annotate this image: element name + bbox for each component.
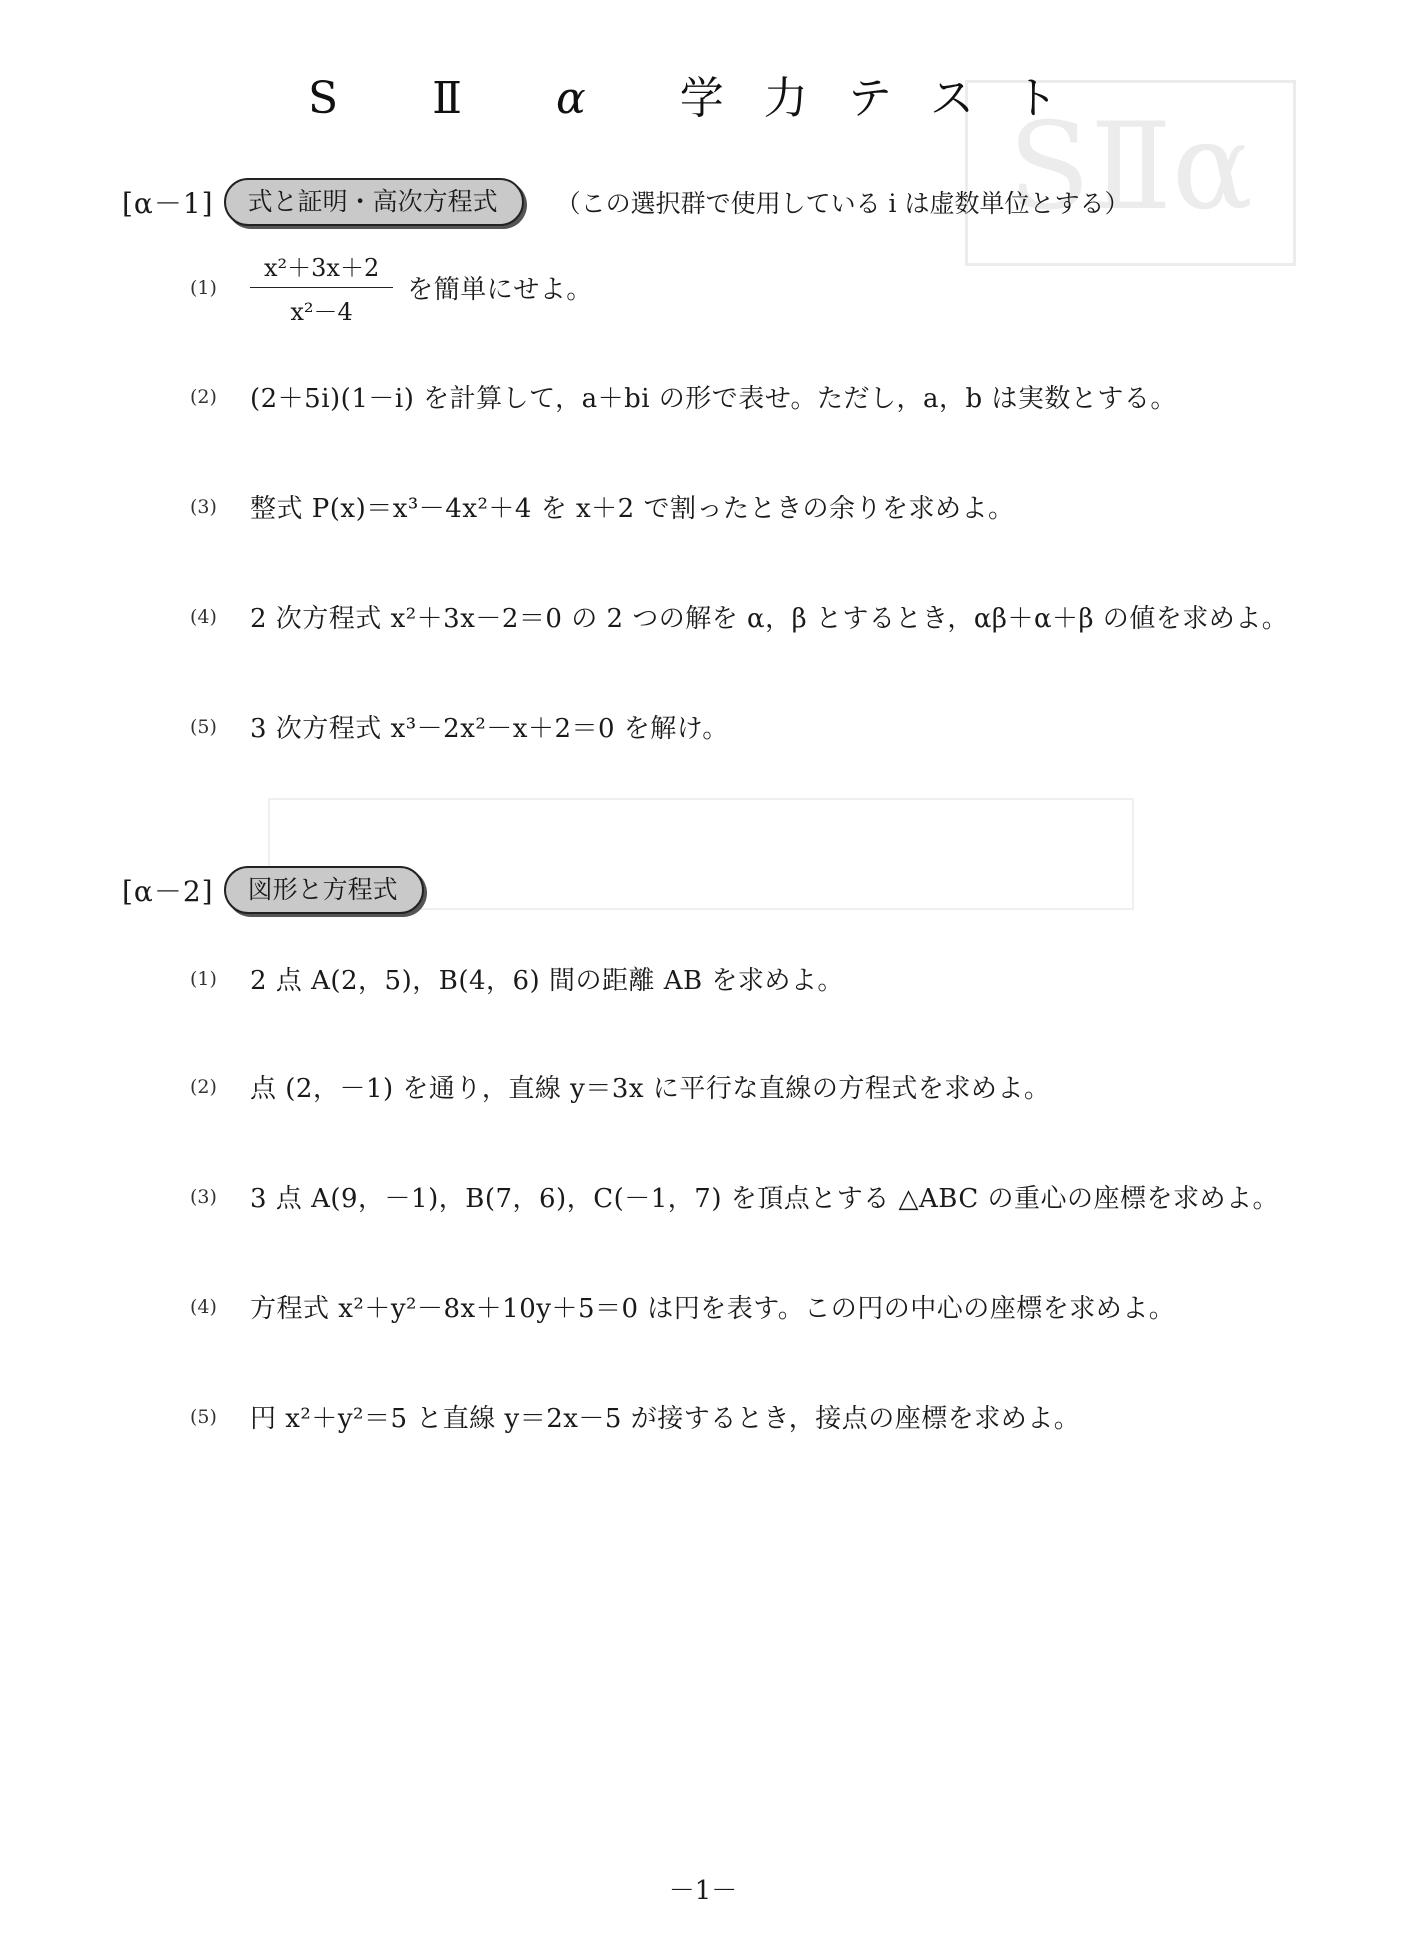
question-number: (5): [190, 715, 217, 738]
section-header-alpha-1: [122, 176, 1130, 228]
question-2-3: [190, 1178, 1279, 1215]
question-1-1: [190, 248, 593, 327]
section-header-alpha-2: [122, 864, 424, 916]
question-text: 円 x²＋y²＝5 と直線 y＝2x－5 が接するとき，接点の座標を求めよ。: [250, 1404, 1081, 1434]
question-number: (4): [190, 605, 217, 628]
fraction-numerator: x²＋3x＋2: [250, 248, 393, 288]
page-number: －1－: [668, 1876, 738, 1906]
question-text: 3 点 A(9，－1)，B(7，6)，C(－1，7) を頂点とする △ABC の重心の座標を求めよ。: [250, 1184, 1280, 1214]
question-1-4: [190, 598, 1288, 635]
question-number: (3): [190, 1185, 217, 1208]
section-label: [α－2]: [122, 875, 214, 908]
section-note: （この選択群で使用している i は虚数単位とする）: [555, 189, 1130, 218]
question-1-2: [190, 378, 1177, 415]
question-text: 整式 P(x)＝x³－4x²＋4 を x＋2 で割ったときの余りを求めよ。: [250, 494, 1015, 524]
question-2-5: [190, 1398, 1080, 1435]
question-2-1: [190, 960, 844, 997]
show-through-logo: SⅡα: [965, 80, 1296, 266]
question-2-2: [190, 1068, 1050, 1105]
fraction: [250, 248, 393, 327]
question-text: 3 次方程式 x³－2x²－x＋2＝0 を解け。: [250, 714, 729, 744]
section-badge: 図形と方程式: [224, 866, 424, 914]
fraction-denominator: x²－4: [290, 298, 353, 326]
question-number: (3): [190, 495, 217, 518]
question-number: (5): [190, 1405, 217, 1428]
question-number: (2): [190, 385, 217, 408]
title-roman-two: Ⅱ: [432, 73, 503, 124]
question-number: (4): [190, 1295, 217, 1318]
section-badge: 式と証明・高次方程式: [224, 178, 524, 226]
title-test-name: 学力テスト: [679, 73, 1099, 124]
question-text: 点 (2，－1) を通り，直線 y＝3x に平行な直線の方程式を求めよ。: [250, 1074, 1051, 1104]
question-1-5: [190, 708, 729, 745]
question-text: (2＋5i)(1－i) を計算して，a＋bi の形で表せ。ただし，a，b は実数とする。: [250, 384, 1177, 414]
section-label: [α－1]: [122, 187, 214, 220]
question-2-4: [190, 1288, 1175, 1325]
question-number: (1): [190, 276, 217, 299]
page-title: [0, 62, 1406, 126]
question-text: 方程式 x²＋y²－8x＋10y＋5＝0 は円を表す。この円の中心の座標を求めよ。: [250, 1294, 1176, 1324]
question-number: (1): [190, 967, 217, 990]
question-1-3: [190, 488, 1014, 525]
title-s: S: [307, 73, 379, 124]
question-text: 2 点 A(2，5)，B(4，6) 間の距離 AB を求めよ。: [250, 966, 844, 996]
question-text: 2 次方程式 x²＋3x－2＝0 の 2 つの解を α，β とするとき，αβ＋α＋β の値を求めよ。: [250, 604, 1289, 634]
question-number: (2): [190, 1075, 217, 1098]
question-text: を簡単にせよ。: [407, 275, 593, 305]
title-alpha: α: [556, 73, 626, 124]
